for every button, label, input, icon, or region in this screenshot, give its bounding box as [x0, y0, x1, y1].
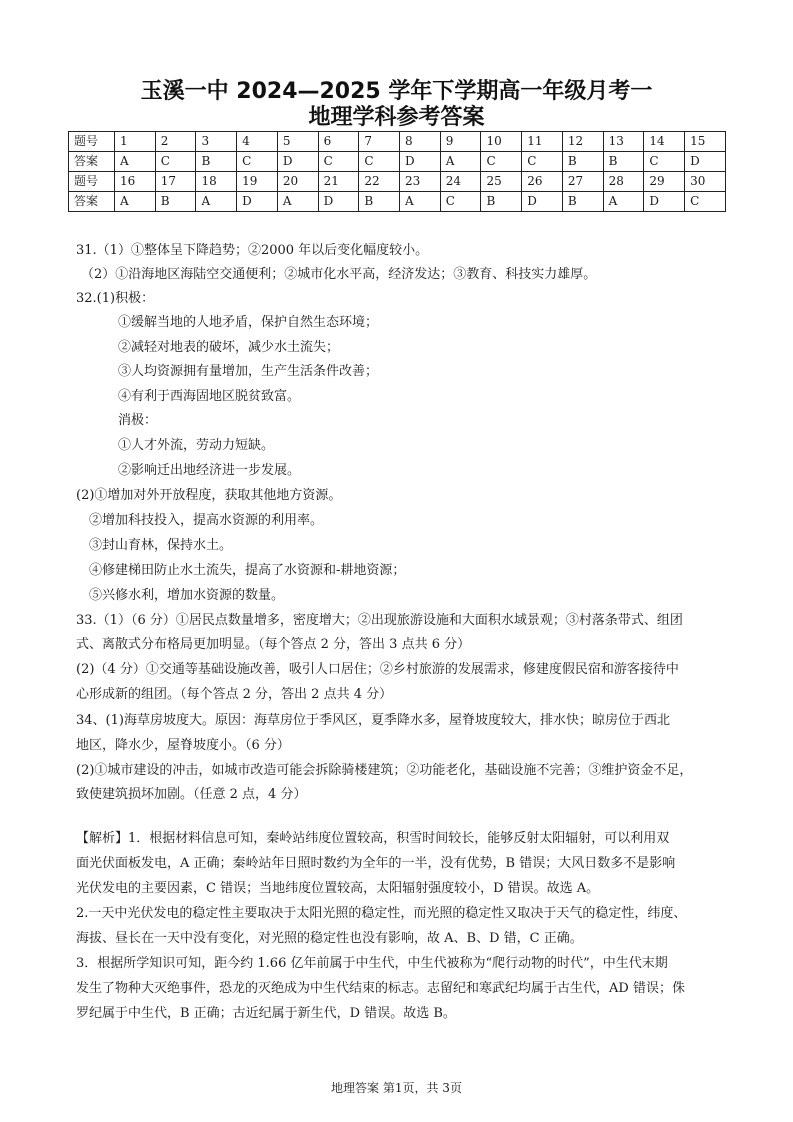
answer-cell: B [562, 192, 603, 212]
answer-cell: A [115, 152, 156, 172]
text-line: 海拔、昼长在一天中没有变化，对光照的稳定性也没有影响，故 A、B、D 错，C 正确。 [76, 931, 583, 946]
question-number-cell: 8 [400, 132, 441, 152]
answer-cell: C [481, 152, 522, 172]
text-line: ④修建梯田防止水土流失，提高了水资源和-耕地资源； [89, 563, 406, 578]
answer-cell: C [522, 152, 563, 172]
text-line: 发生了物种大灭绝事件，恐龙的灭绝成为中生代结束的标志。志留纪和寒武纪均属于古生代，AD 错误；侏 [76, 981, 685, 996]
text-line: 消极： [118, 413, 158, 428]
answer-cell: A [277, 192, 318, 212]
answer-row [69, 192, 726, 212]
text-line: (2)（4 分）①交通等基础设施改善，吸引人口居住；②乡村旅游的发展需求，修建度假民宿和游客接待中 [76, 662, 679, 677]
question-number-cell: 28 [603, 172, 644, 192]
question-number-cell: 2 [155, 132, 196, 152]
text-line: 式、离散式分布格局更加明显。（每个答点 2 分，答出 3 点共 6 分） [76, 637, 471, 652]
question-number-cell: 21 [318, 172, 359, 192]
text-line: 心形成新的组团。（每个答点 2 分，答出 2 点共 4 分） [76, 687, 393, 702]
text-line: （2）①沿海地区海陆空交通便利；②城市化水平高，经济发达；③教育、科技实力雄厚。 [81, 267, 597, 282]
answer-cell: D [400, 152, 441, 172]
text-line: 34、(1)海草房坡度大。原因：海草房位于季风区，夏季降水多，屋脊坡度较大，排水快；晾房位于西北 [76, 713, 670, 728]
answer-cell: B [359, 192, 400, 212]
text-line: (2)①增加对外开放程度，获取其他地方资源。 [76, 488, 342, 503]
text-line: 光伏发电的主要因素，C 错误；当地纬度位置较高，太阳辐射强度较小，D 错误。故选 A。 [76, 881, 600, 896]
text-line: (2)①城市建设的冲击，如城市改造可能会拆除骑楼建筑；②功能老化，基础设施不完善；③维护资金不足， [76, 763, 693, 778]
text-line: 33.（1）（6 分）①居民点数量增多，密度增大；②出现旅游设施和大面积水域景观；③村落条带式、组团 [76, 613, 683, 628]
question-number-cell: 18 [196, 172, 237, 192]
question-number-cell: 23 [400, 172, 441, 192]
question-number-row [69, 172, 726, 192]
text-line: ①缓解当地的人地矛盾，保护自然生态环境； [118, 315, 379, 330]
answer-cell: A [400, 192, 441, 212]
question-number-cell: 30 [685, 172, 726, 192]
document-title: 玉溪一中 2024—2025 学年下学期高一年级月考一 [140, 79, 653, 104]
answer-cell: A [440, 152, 481, 172]
answer-cell: C [644, 152, 685, 172]
answer-cell: A [603, 192, 644, 212]
question-number-cell: 1 [115, 132, 156, 152]
page-footer: 地理答案 第1页，共 3页 [331, 1081, 462, 1095]
question-number-cell: 22 [359, 172, 400, 192]
question-number-cell: 11 [522, 132, 563, 152]
answer-cell: B [155, 192, 196, 212]
answer-cell: C [359, 152, 400, 172]
question-number-cell: 16 [115, 172, 156, 192]
question-number-cell: 29 [644, 172, 685, 192]
text-line: ②减轻对地表的破坏，减少水土流失； [118, 340, 340, 355]
row-label-question: 题号 [69, 132, 115, 152]
question-number-cell: 24 [440, 172, 481, 192]
text-line: ③封山育林，保持水土。 [89, 538, 233, 553]
question-number-cell: 10 [481, 132, 522, 152]
answer-cell: D [318, 192, 359, 212]
question-number-row [69, 132, 726, 152]
question-number-cell: 13 [603, 132, 644, 152]
answer-cell: D [522, 192, 563, 212]
question-number-cell: 4 [237, 132, 278, 152]
answer-cell: C [237, 152, 278, 172]
text-line: 32.(1)积极： [76, 291, 155, 306]
text-line: 3．根据所学知识可知，距今约 1.66 亿年前属于中生代，中生代被称为“爬行动物的时代”，中生代末期 [76, 956, 668, 971]
answer-cell: C [440, 192, 481, 212]
row-label-answer: 答案 [69, 192, 115, 212]
answer-cell: B [196, 152, 237, 172]
text-line: ④有利于西海固地区脱贫致富。 [118, 389, 301, 404]
answer-cell: D [644, 192, 685, 212]
answer-cell: A [115, 192, 156, 212]
text-line: ②增加科技投入，提高水资源的利用率。 [89, 513, 324, 528]
text-line: 面光伏面板发电，A 正确；秦岭站年日照时数约为全年的一半，没有优势，B 错误；大风日数多不是影响 [76, 856, 676, 871]
text-line: 罗纪属于中生代，B 正确；古近纪属于新生代，D 错误。故选 B。 [76, 1006, 456, 1021]
question-number-cell: 7 [359, 132, 400, 152]
question-number-cell: 12 [562, 132, 603, 152]
answer-cell: C [318, 152, 359, 172]
text-line: ⑤兴修水利，增加水资源的数量。 [89, 588, 285, 603]
text-line: 【解析】1．根据材料信息可知，秦岭站纬度位置较高，积雪时间较长，能够反射太阳辐射，可以利用双 [76, 831, 670, 846]
question-number-cell: 14 [644, 132, 685, 152]
text-line: 2.一天中光伏发电的稳定性主要取决于太阳光照的稳定性，而光照的稳定性又取决于天气的稳定性，纬度、 [76, 906, 687, 921]
document-subtitle: 地理学科参考答案 [308, 105, 485, 130]
question-number-cell: 15 [685, 132, 726, 152]
text-line: 致使建筑损坏加剧。（任意 2 点，4 分） [76, 787, 307, 802]
answer-cell: D [237, 192, 278, 212]
question-number-cell: 5 [277, 132, 318, 152]
text-line: 31.（1）①整体呈下降趋势；②2000 年以后变化幅度较小。 [76, 243, 429, 258]
question-number-cell: 6 [318, 132, 359, 152]
question-number-cell: 17 [155, 172, 196, 192]
row-label-answer: 答案 [69, 152, 115, 172]
answer-cell: D [685, 152, 726, 172]
question-number-cell: 27 [562, 172, 603, 192]
answer-cell: C [155, 152, 196, 172]
answer-row [69, 152, 726, 172]
answer-cell: D [277, 152, 318, 172]
text-line: ③人均资源拥有量增加，生产生活条件改善； [118, 364, 379, 379]
question-number-cell: 3 [196, 132, 237, 152]
text-line: 地区，降水少，屋脊坡度小。（6 分） [76, 738, 290, 753]
answer-cell: B [481, 192, 522, 212]
text-line: ①人才外流，劳动力短缺。 [118, 438, 275, 453]
question-number-cell: 25 [481, 172, 522, 192]
answer-cell: A [196, 192, 237, 212]
question-number-cell: 9 [440, 132, 481, 152]
answer-cell: B [562, 152, 603, 172]
question-number-cell: 20 [277, 172, 318, 192]
question-number-cell: 26 [522, 172, 563, 192]
row-label-question: 题号 [69, 172, 115, 192]
text-line: ②影响迁出地经济进一步发展。 [118, 463, 301, 478]
answer-cell: B [603, 152, 644, 172]
question-number-cell: 19 [237, 172, 278, 192]
answer-cell: C [685, 192, 726, 212]
answer-table [68, 131, 726, 212]
